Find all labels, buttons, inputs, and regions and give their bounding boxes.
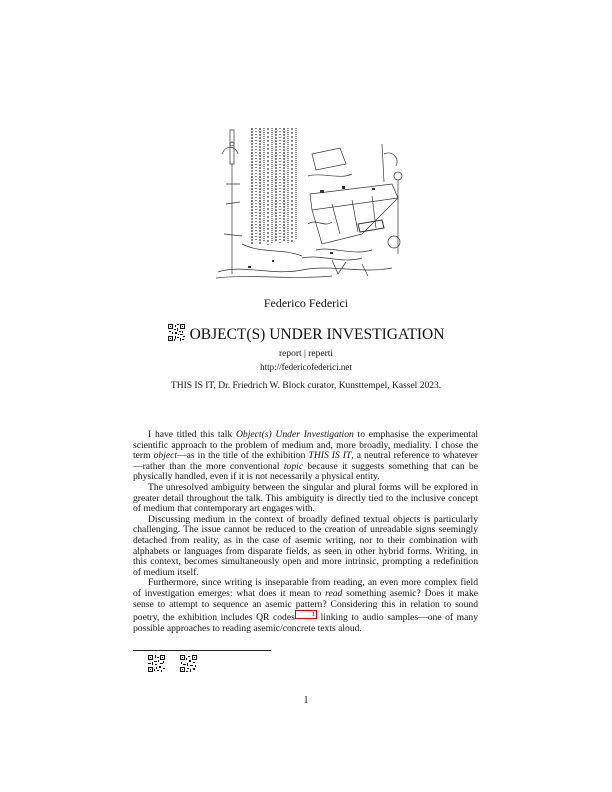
text: because it suggests something that can be physically handled, even if it is not necessarily a physical entity. [133, 460, 478, 483]
text: linking to audio samples—one of many possible approaches to reading asemic/concrete texts aloud. [133, 612, 478, 634]
paper-title: OBJECT(S) UNDER INVESTIGATION [189, 326, 445, 343]
text: —as in the title of the exhibition [177, 450, 309, 462]
subtitle: report | reperti [278, 349, 334, 359]
emphasis: object [153, 450, 178, 462]
text: , a neutral reference to whatever—rather than the more conventional [133, 450, 479, 472]
body-text [133, 430, 478, 634]
event-line: THIS IS IT, Dr. Friedrich W. Block curator, Kunsttempel, Kassel 2023. [170, 381, 442, 391]
emphasis: Object(s) Under Investigation [236, 429, 354, 440]
text: I have titled this talk [148, 429, 236, 440]
title-row [0, 324, 612, 344]
emphasis: THIS IS IT [308, 450, 352, 462]
text: to emphasise the experimental scientific approach to the problem of medium and, more broadly, mediality. I chose the term [133, 429, 478, 462]
footnote-qr-code-icon [180, 655, 197, 672]
text: something asemic? Does it make sense to attempt to sequence an asemic pattern? Considering this in relation to sound poetry, the exhibition includes QR codes [133, 587, 478, 624]
footnote-link[interactable]: 1 [295, 610, 317, 619]
text: Furthermore, since writing is inseparable from reading, an even more complex field of investigation emerges: what does it mean to [133, 577, 478, 599]
author-name: Federico Federici [263, 296, 349, 310]
paragraph-1 [133, 430, 478, 483]
footnote-qr-code-icon [148, 655, 165, 672]
author-url-link[interactable]: http://federicofederici.net [260, 362, 352, 372]
asemic-artwork-figure [212, 124, 408, 282]
page-number: 1 [303, 695, 309, 706]
paragraph-4 [133, 578, 478, 634]
paragraph-2: The unresolved ambiguity between the singular and plural forms will be explored in greater detail throughout the talk. This ambiguity is directly tied to the inclusive concept of medium that contemporary art engages with. [133, 481, 478, 515]
emphasis: read [325, 587, 343, 599]
qr-code-icon [168, 324, 185, 341]
paragraph-3: Discussing medium in the context of broadly defined textual objects is particularly challenging. The issue cannot be reduced to the creation of unreadable signs seemingly detached from reality, as in the case of asemic writing, nor to their combination with alphabets or languages from disparate fields, as seen in other hybrid forms. Writing, in this context, becomes simultaneously open and more intrinsic, prompting a redefinition of medium itself. [133, 513, 478, 578]
footnote-rule [133, 650, 271, 651]
emphasis: topic [283, 460, 304, 472]
